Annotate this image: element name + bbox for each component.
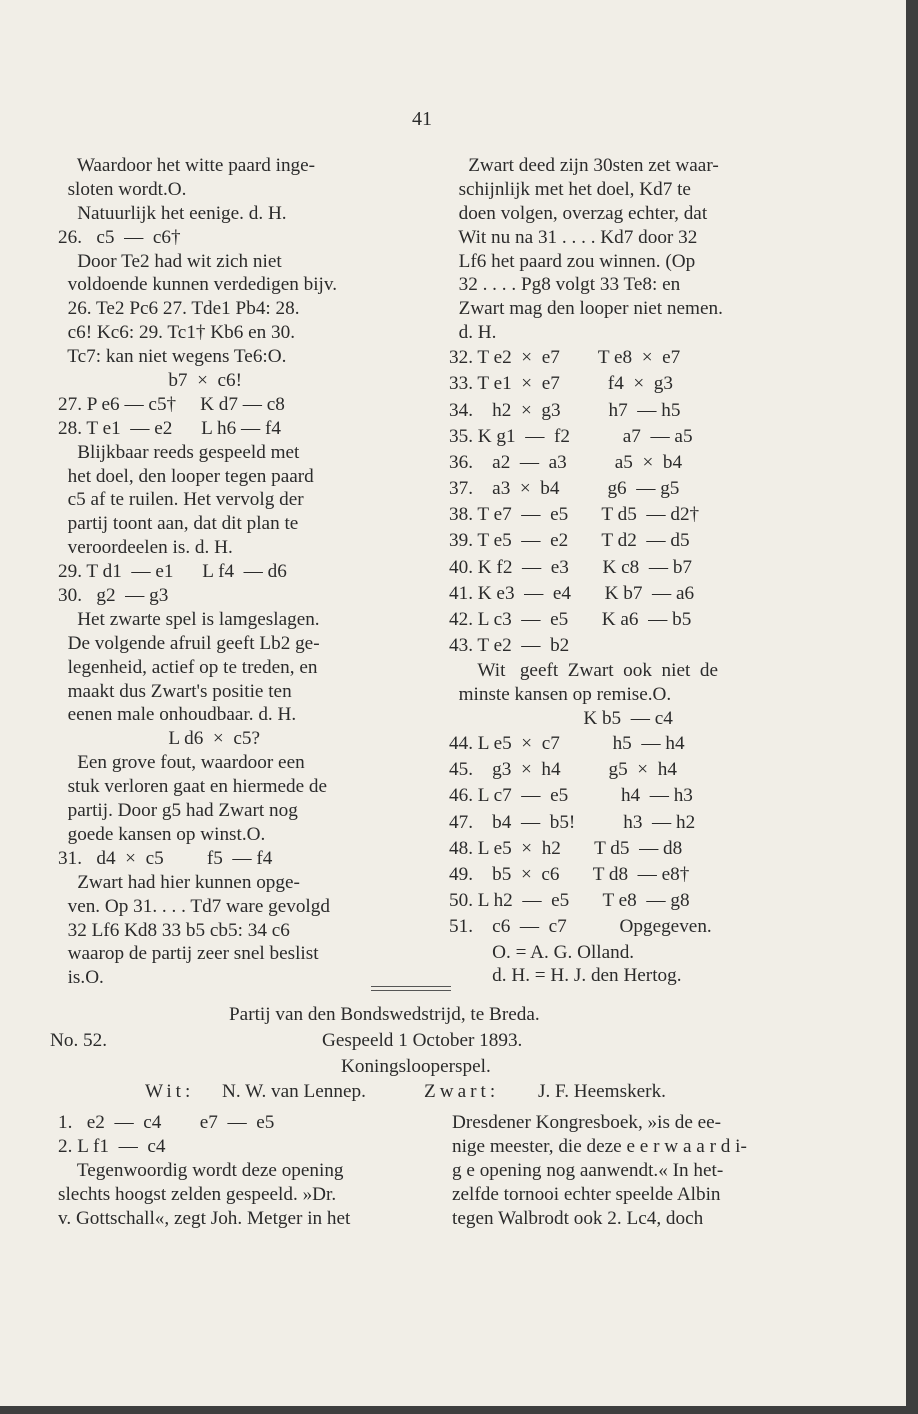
move-line: 40. K f2 — e3 K c8 — b7 <box>449 556 693 578</box>
move-line: 31. d4 × c5 f5 — f4 <box>58 847 273 869</box>
move-line: 30. g2 — g3 <box>58 585 169 607</box>
game-date: Gespeeld 1 October 1893. <box>322 1030 523 1051</box>
opening-name: Koningslooperspel. <box>341 1056 491 1077</box>
text-line: 26. Te2 Pc6 27. Tde1 Pb4: 28. <box>58 298 300 320</box>
move-line: 35. K g1 — f2 a7 — a5 <box>449 425 693 447</box>
black-label: Zwart: <box>424 1081 500 1102</box>
text-line: het doel, den looper tegen paard <box>58 465 314 487</box>
text-line: zelfde tornooi echter speelde Albin <box>452 1183 721 1205</box>
text-line: Wit nu na 31 . . . . Kd7 door 32 <box>449 226 698 248</box>
bottom-left-column <box>58 1111 398 1230</box>
text-line: nige meester, die deze e e r w a a r d i- <box>452 1135 747 1157</box>
text-line: doen volgen, overzag echter, dat <box>449 202 708 224</box>
move-line: 41. K e3 — e4 K b7 — a6 <box>449 582 695 604</box>
move-line: L d6 × c5? <box>58 728 260 750</box>
text-line: veroordeelen is. d. H. <box>58 537 233 559</box>
text-line: Natuurlijk het eenige. d. H. <box>58 202 287 224</box>
text-line: waarop de partij zeer snel beslist <box>58 943 319 965</box>
text-line: Het zwarte spel is lamgeslagen. <box>58 608 320 630</box>
move-line: 44. L e5 × c7 h5 — h4 <box>449 733 685 755</box>
text-line: Zwart deed zijn 30sten zet waar- <box>449 155 719 176</box>
text-line: eenen male onhoudbaar. d. H. <box>58 704 297 726</box>
text-line: Lf6 het paard zou winnen. (Op <box>449 250 696 272</box>
move-line: 48. L e5 × h2 T d5 — d8 <box>449 837 683 859</box>
text-line: goede kansen op winst.O. <box>58 823 266 845</box>
move-line: 39. T e5 — e2 T d2 — d5 <box>449 530 690 552</box>
move-line: 46. L c7 — e5 h4 — h3 <box>449 785 693 807</box>
move-line: 49. b5 × c6 T d8 — e8† <box>449 863 690 885</box>
move-line: 29. T d1 — e1 L f4 — d6 <box>58 561 287 583</box>
page-number: 41 <box>412 108 432 130</box>
text-line: Tc7: kan niet wegens Te6:O. <box>58 346 287 368</box>
text-line: partij toont aan, dat dit plan te <box>58 513 299 535</box>
move-line: 28. T e1 — e2 L h6 — f4 <box>58 417 281 439</box>
move-line: 26. c5 — c6† <box>58 226 181 248</box>
left-column <box>58 154 398 990</box>
move-line: 1. e2 — c4 e7 — e5 <box>58 1112 275 1133</box>
move-line: 27. P e6 — c5† K d7 — c8 <box>58 393 285 415</box>
game-title: Partij van den Bondswedstrijd, te Breda. <box>229 1004 540 1025</box>
move-line: 33. T e1 × e7 f4 × g3 <box>449 373 673 395</box>
bottom-right-column <box>452 1111 797 1230</box>
text-line: Zwart had hier kunnen opge- <box>58 871 300 893</box>
right-column <box>449 154 797 988</box>
text-line: 32 . . . . Pg8 volgt 33 Te8: en <box>449 274 681 296</box>
text-line: Blijkbaar reeds gespeeld met <box>58 441 300 463</box>
text-line: legenheid, actief op te treden, en <box>58 656 318 678</box>
text-line: Dresdener Kongresboek, »is de ee- <box>452 1112 722 1133</box>
text-line: maakt dus Zwart's positie ten <box>58 680 292 702</box>
text-line: v. Gottschall«, zegt Joh. Metger in het <box>58 1207 351 1229</box>
text-line: d. H. = H. J. den Hertog. <box>449 965 682 987</box>
move-line: 37. a3 × b4 g6 — g5 <box>449 478 680 500</box>
rule-line <box>371 990 451 991</box>
move-line: 36. a2 — a3 a5 × b4 <box>449 451 683 473</box>
white-player: N. W. van Lennep. <box>222 1081 366 1102</box>
text-line: Een grove fout, waardoor een <box>58 752 305 774</box>
text-line: c5 af te ruilen. Het vervolg der <box>58 489 304 511</box>
text-line: 32 Lf6 Kd8 33 b5 cb5: 34 c6 <box>58 919 290 941</box>
move-line: 50. L h2 — e5 T e8 — g8 <box>449 890 690 912</box>
move-line: 43. T e2 — b2 <box>449 635 570 657</box>
text-line: tegen Walbrodt ook 2. Lc4, doch <box>452 1207 704 1229</box>
game-number: No. 52. <box>50 1030 108 1051</box>
move-line: 34. h2 × g3 h7 — h5 <box>449 399 681 421</box>
move-line: K b5 — c4 <box>449 708 673 730</box>
text-line: d. H. <box>449 322 497 344</box>
white-label: Wit: <box>145 1081 195 1102</box>
text-line: De volgende afruil geeft Lb2 ge- <box>58 632 320 654</box>
text-line: stuk verloren gaat en hiermede de <box>58 776 328 798</box>
move-line: 47. b4 — b5! h3 — h2 <box>449 811 696 833</box>
text-line: voldoende kunnen verdedigen bijv. <box>58 274 338 296</box>
black-player: J. F. Heemskerk. <box>538 1081 666 1102</box>
scan-edge-bottom <box>0 1406 906 1414</box>
text-line: is.O. <box>58 967 104 989</box>
text-line: partij. Door g5 had Zwart nog <box>58 800 298 822</box>
text-line: c6! Kc6: 29. Tc1† Kb6 en 30. <box>58 322 296 344</box>
text-line: sloten wordt.O. <box>58 178 187 200</box>
text-line: slechts hoogst zelden gespeeld. »Dr. <box>58 1183 337 1205</box>
text-line: schijnlijk met het doel, Kd7 te <box>449 178 691 200</box>
text-line: Door Te2 had wit zich niet <box>58 250 282 272</box>
move-line: 51. c6 — c7 Opgegeven. <box>449 916 712 938</box>
move-line: b7 × c6! <box>58 370 243 392</box>
move-line: 38. T e7 — e5 T d5 — d2† <box>449 504 700 526</box>
move-line: 32. T e2 × e7 T e8 × e7 <box>449 347 681 369</box>
move-line: 45. g3 × h4 g5 × h4 <box>449 759 677 781</box>
double-rule-divider <box>371 986 451 994</box>
move-line: 2. L f1 — c4 <box>58 1135 166 1157</box>
text-line: ven. Op 31. . . . Td7 ware gevolgd <box>58 895 330 917</box>
text-line: Zwart mag den looper niet nemen. <box>449 298 723 320</box>
text-line: Wit geeft Zwart ook niet de <box>449 660 719 682</box>
text-line: O. = A. G. Olland. <box>449 941 635 963</box>
text-line: Tegenwoordig wordt deze opening <box>58 1159 344 1181</box>
text-line: Waardoor het witte paard inge- <box>58 155 316 176</box>
text-line: minste kansen op remise.O. <box>449 684 672 706</box>
move-line: 42. L c3 — e5 K a6 — b5 <box>449 609 692 630</box>
scan-edge-right <box>906 0 918 1414</box>
rule-line <box>371 986 451 987</box>
text-line: g e opening nog aanwendt.« In het- <box>452 1159 724 1181</box>
